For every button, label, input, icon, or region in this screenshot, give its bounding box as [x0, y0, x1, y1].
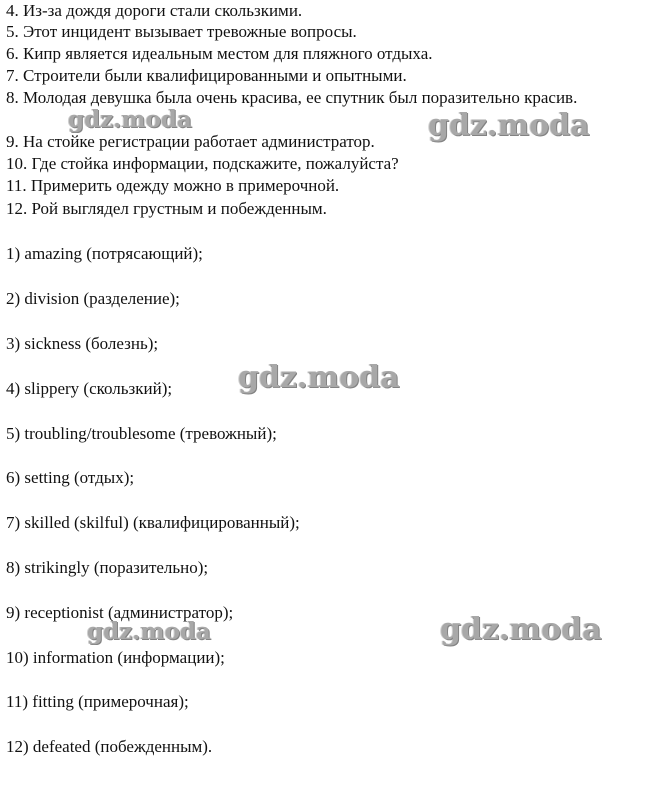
watermark-logo: gdz.moda	[87, 618, 211, 645]
watermark-logo: gdz.moda	[440, 612, 602, 647]
answer-7: 7) skilled (skilful) (квалифицированный);	[6, 513, 300, 532]
sentence-9: 9. На стойке регистрации работает администратор.	[6, 132, 375, 151]
sentence-4: 4. Из-за дождя дороги стали скользкими.	[6, 1, 303, 20]
answer-4: 4) slippery (скользкий);	[6, 379, 173, 398]
sentence-5: 5. Этот инцидент вызывает тревожные вопросы.	[6, 22, 357, 41]
watermark-logo: gdz.moda	[428, 108, 590, 143]
answer-11: 11) fitting (примерочная);	[6, 692, 189, 711]
sentence-11: 11. Примерить одежду можно в примерочной.	[6, 176, 340, 195]
answer-6: 6) setting (отдых);	[6, 468, 135, 487]
watermark-logo: gdz.moda	[238, 360, 400, 395]
answer-10: 10) information (информации);	[6, 648, 225, 667]
sentence-7: 7. Строители были квалифицированными и опытными.	[6, 66, 407, 85]
answer-2: 2) division (разделение);	[6, 289, 180, 308]
sentence-6: 6. Кипр является идеальным местом для пляжного отдыха.	[6, 44, 433, 63]
answer-9: 9) receptionist (администратор);	[6, 603, 234, 622]
answer-3: 3) sickness (болезнь);	[6, 334, 159, 353]
sentence-10: 10. Где стойка информации, подскажите, пожалуйста?	[6, 154, 399, 173]
answer-12: 12) defeated (побежденным).	[6, 737, 213, 756]
answer-8: 8) strikingly (поразительно);	[6, 558, 209, 577]
sentence-8: 8. Молодая девушка была очень красива, ее спутник был поразительно красив.	[6, 88, 578, 107]
answer-1: 1) amazing (потрясающий);	[6, 244, 203, 263]
watermark-logo: gdz.moda	[68, 106, 192, 133]
answer-5: 5) troubling/troublesome (тревожный);	[6, 424, 277, 443]
sentence-12: 12. Рой выглядел грустным и побежденным.	[6, 199, 327, 218]
